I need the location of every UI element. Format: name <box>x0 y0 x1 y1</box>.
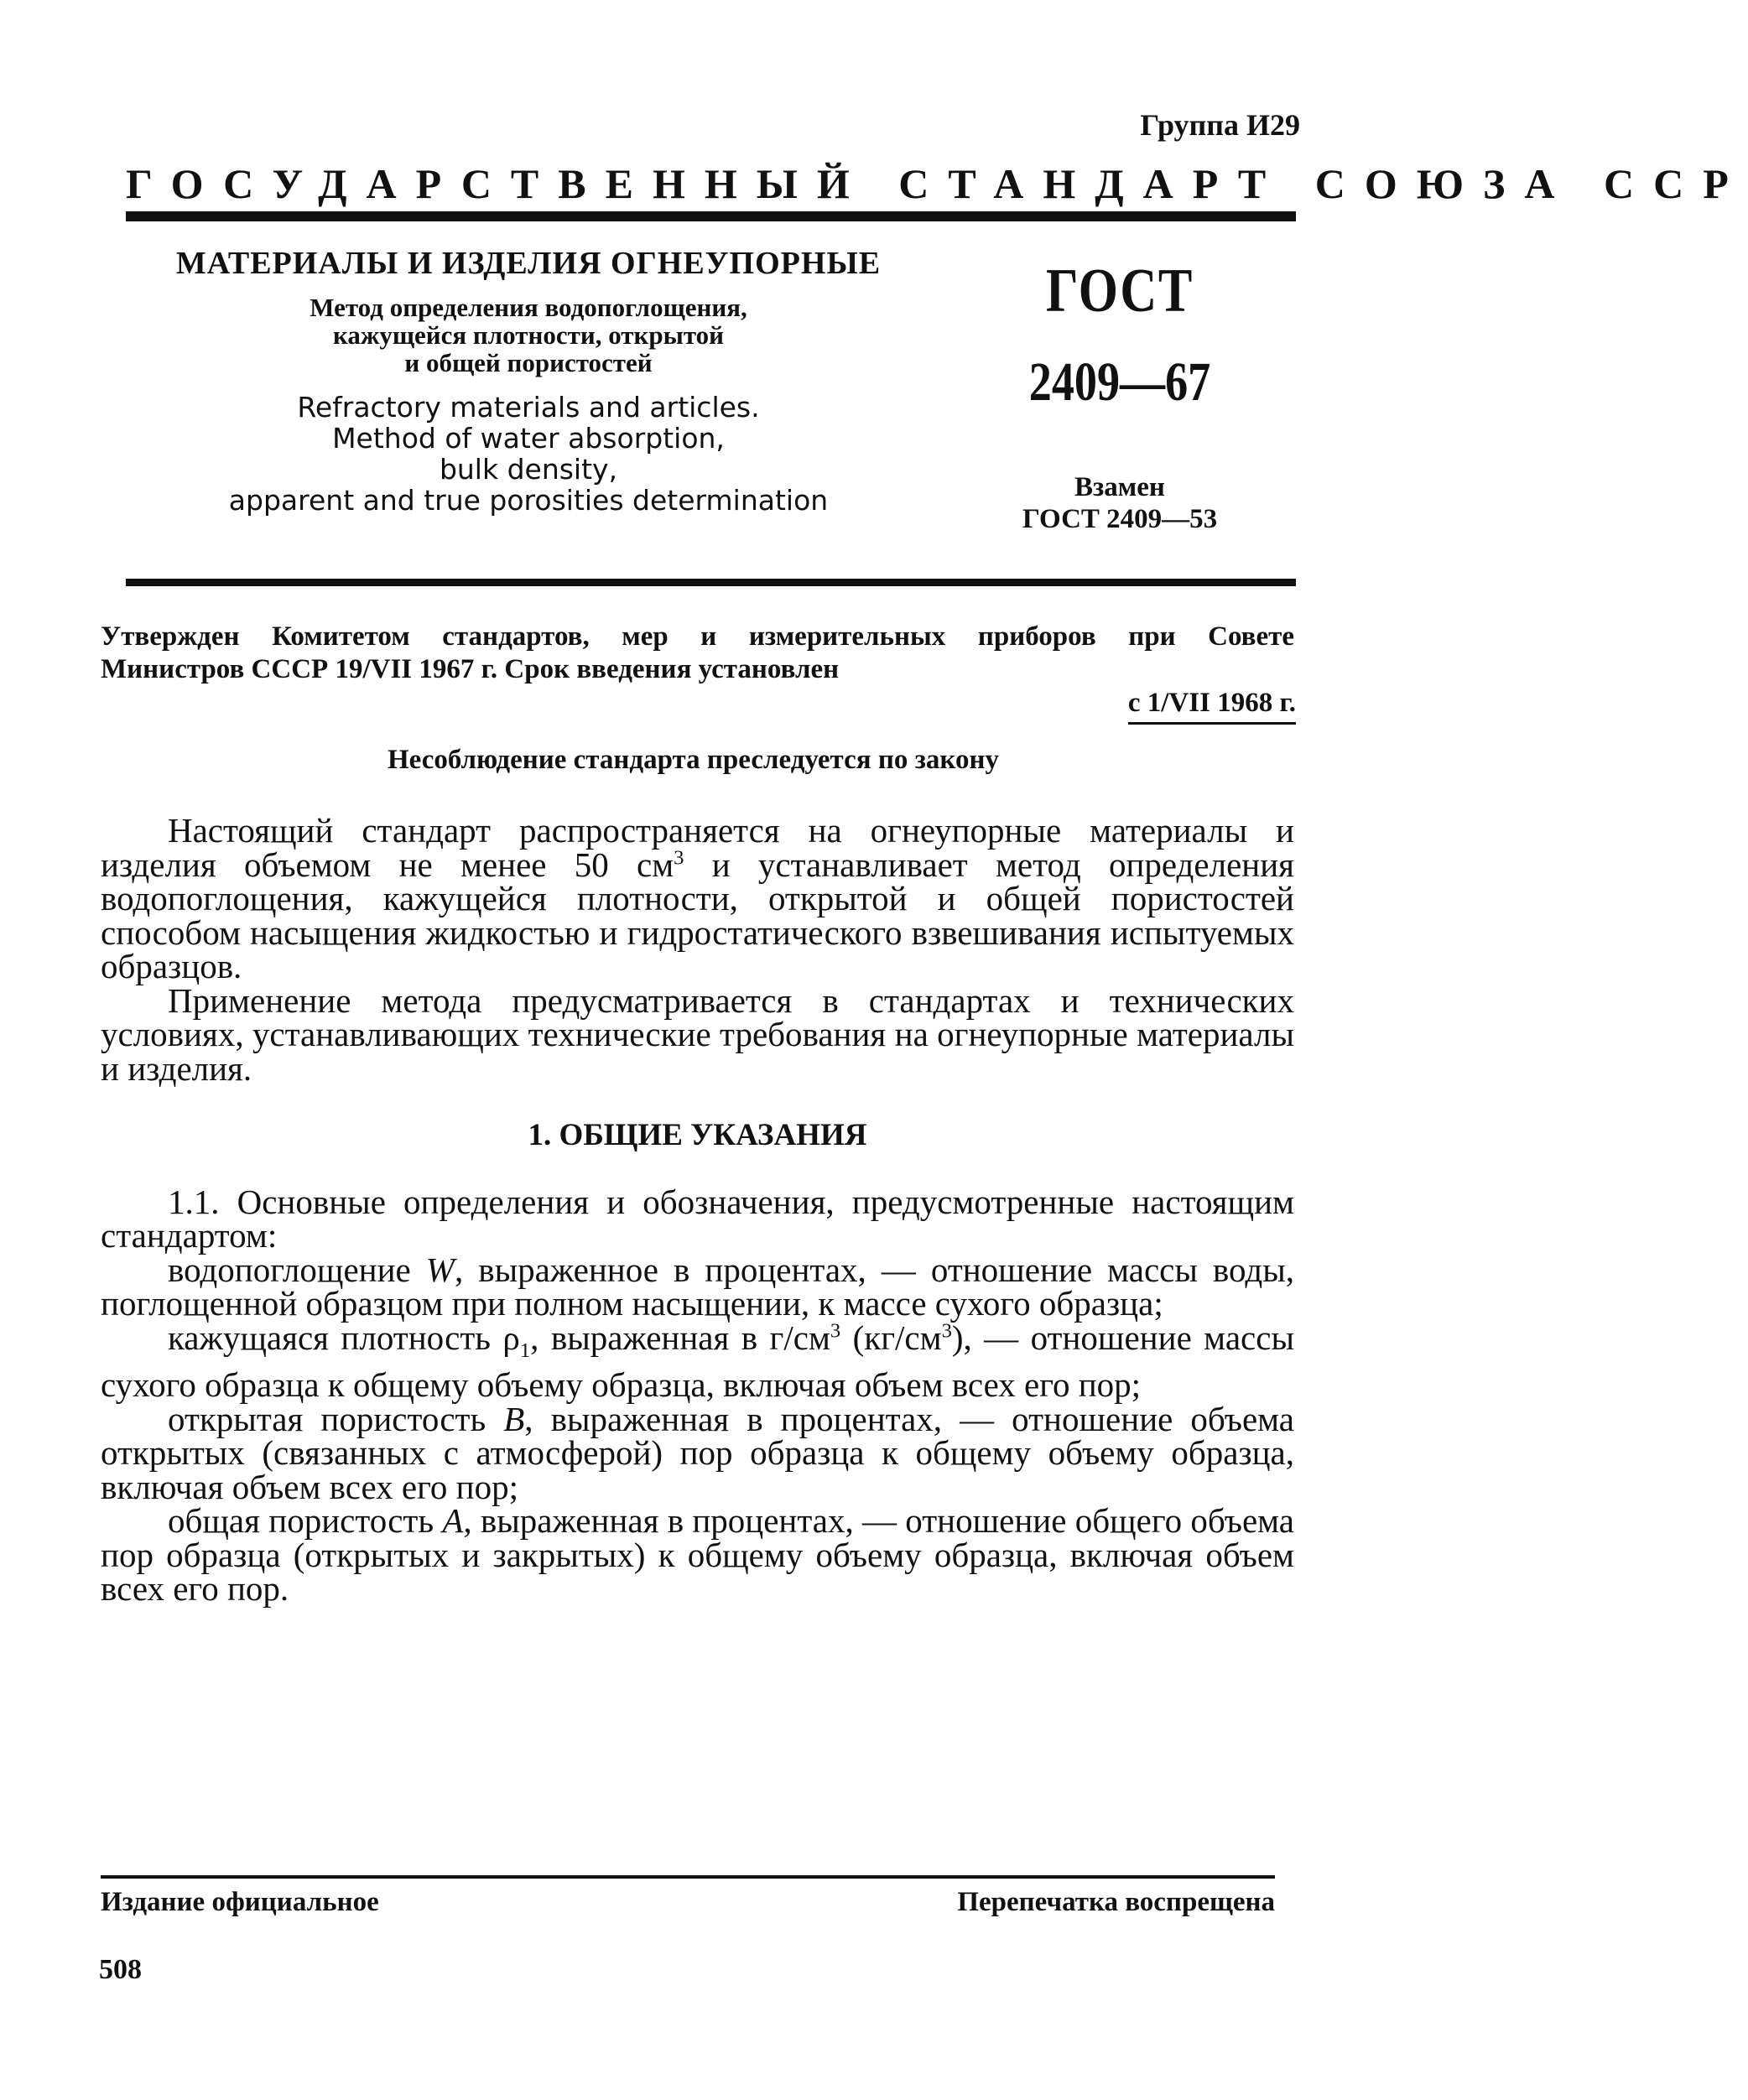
effective-date: с 1/VII 1968 г. <box>1128 688 1296 725</box>
text-span: , выраженная в г/см <box>530 1318 830 1357</box>
gost-word: ГОСТ <box>1046 257 1194 325</box>
english-title-line: apparent and true porosities determination <box>228 484 829 517</box>
approval-line-1: Утвержден Комитетом стандартов, мер и измерительных приборов при Совете <box>101 621 1294 652</box>
symbol: B <box>503 1399 525 1438</box>
group-code: Группа И29 <box>1140 108 1300 142</box>
subtitle-line: Метод определения водопоглощения, <box>310 293 747 322</box>
english-title-line: bulk density, <box>439 453 618 486</box>
text-span: открытая пористость <box>168 1399 504 1438</box>
paragraph-scope <box>101 813 1294 984</box>
reprint-prohibited-note: Перепечатка воспрещена <box>957 1887 1275 1917</box>
paragraph-1-1: 1.1. Основные определения и обозначения, предусмотренные настоящим стандартом: <box>101 1182 1294 1255</box>
text-span: (кг/см <box>840 1318 942 1357</box>
english-title-line: Refractory materials and articles. <box>297 391 760 424</box>
approval-line-2: Министров СССР 19/VII 1967 г. Срок введения установлен <box>101 654 840 684</box>
text-span: водопоглощение <box>168 1250 426 1289</box>
definition-water-absorption <box>101 1250 1294 1323</box>
subscript: 1 <box>519 1338 531 1362</box>
paragraph-application: Применение метода предусматривается в стандартах и технических условиях, устанавливающих технические требования на огнеупорные материалы и изделия. <box>101 980 1294 1088</box>
subtitle-line: кажущейся плотности, открытой <box>332 320 725 350</box>
document-subtitle <box>159 294 897 377</box>
text-span: ), — отношение массы сухого образца к общему объему образца, включая объем всех его пор; <box>101 1318 1294 1405</box>
text-span: общая пористость <box>168 1501 443 1541</box>
legal-warning: Несоблюдение стандарта преследуется по закону <box>388 745 999 775</box>
text-span: и устанавливает метод определения водопоглощения, кажущейся плотности, открытой и общей пористостей способом насыщения жидкостью и гидростатического взвешивания испытуемых образцов. <box>101 845 1295 985</box>
superscript: 3 <box>830 1318 841 1342</box>
symbol: ρ <box>502 1318 520 1357</box>
replaces-value: ГОСТ 2409—53 <box>1022 504 1218 534</box>
footer-rule <box>101 1875 1275 1879</box>
state-standard-title: ГОСУДАРСТВЕННЫЙ СТАНДАРТ СОЮЗА ССР <box>126 160 1748 207</box>
official-edition-note: Издание официальное <box>101 1887 379 1917</box>
symbol: W <box>425 1250 455 1289</box>
approval-statement <box>101 621 1294 686</box>
definition-bulk-density <box>101 1318 1294 1405</box>
replaces-label: Взамен <box>1074 472 1165 502</box>
document-title: МАТЕРИАЛЫ И ИЗДЕЛИЯ ОГНЕУПОРНЫЕ <box>175 246 882 281</box>
text-span: , выраженная в процентах, — отношение объема открытых (связанных с атмосферой) пор образца к общему объему образца, включая объем всех его пор; <box>101 1399 1294 1506</box>
title-rule <box>126 579 1296 586</box>
superscript: 3 <box>941 1318 952 1342</box>
title-block <box>159 245 897 516</box>
gost-number: 2409—67 <box>1028 351 1211 413</box>
text-span: , выраженная в процентах, — отношение общего объема пор образца (открытых и закрытых) к общему объему образца, включая объем всех его пор. <box>101 1501 1294 1609</box>
definition-total-porosity <box>101 1501 1294 1609</box>
gost-designation <box>981 256 1258 535</box>
text-span: Настоящий стандарт распространяется на огнеупорные материалы и изделия объемом не менее 50 см <box>101 811 1294 884</box>
document-body <box>101 811 1295 1609</box>
symbol: A <box>442 1501 464 1541</box>
text-span: , выраженное в процентах, — отношение массы воды, поглощенной образцом при полном насыщении, к массе сухого образца; <box>101 1250 1294 1323</box>
superscript: 3 <box>674 845 684 869</box>
text-span: кажущаяся плотность <box>168 1318 503 1357</box>
header-rule <box>126 211 1296 221</box>
subtitle-line: и общей пористостей <box>404 348 653 377</box>
english-title <box>159 392 897 516</box>
replaces-note <box>981 471 1258 535</box>
definition-open-porosity <box>101 1399 1294 1506</box>
page-number: 508 <box>99 1954 142 1985</box>
english-title-line: Method of water absorption, <box>332 422 725 455</box>
section-heading: 1. ОБЩИЕ УКАЗАНИЯ <box>528 1118 867 1152</box>
